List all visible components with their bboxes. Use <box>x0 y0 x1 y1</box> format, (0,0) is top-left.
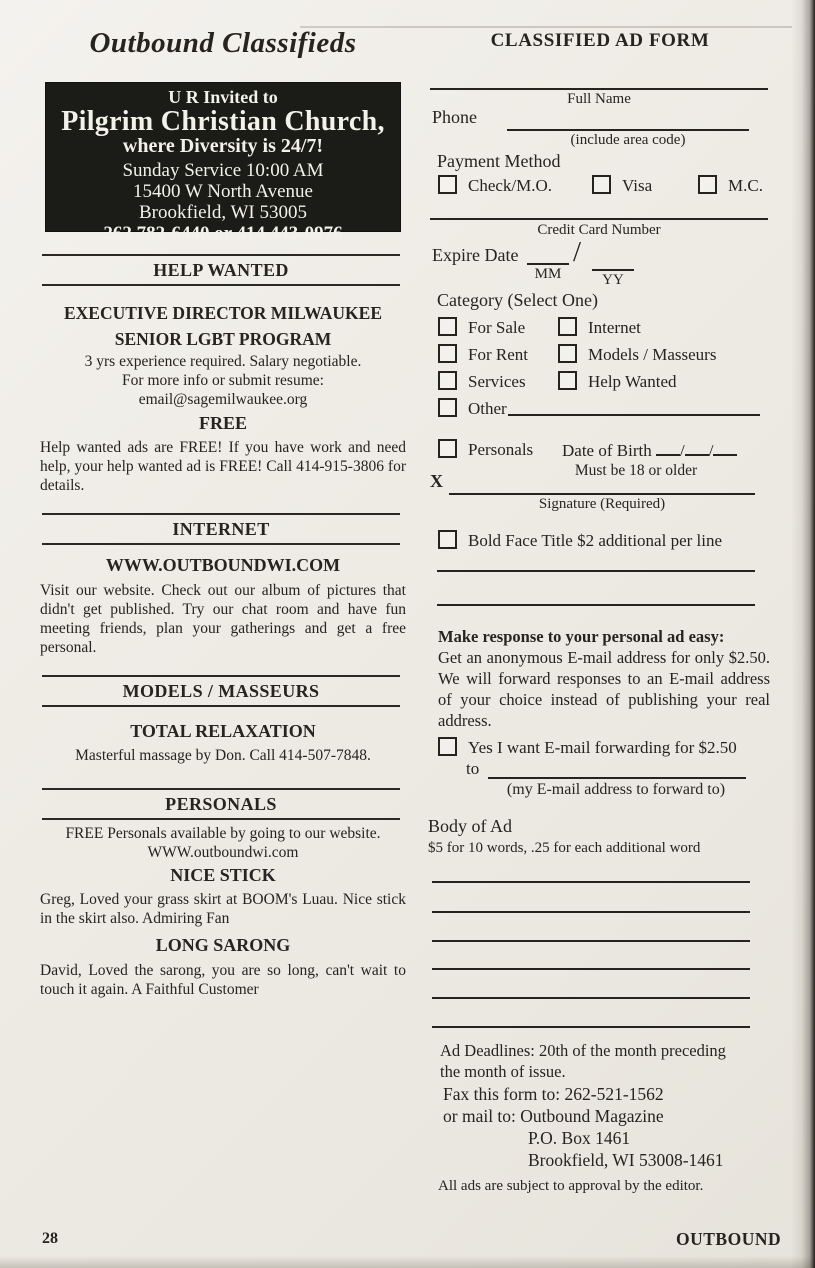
ad-body-nice-stick: Greg, Loved your grass skirt at BOOM's Luau. Nice stick in the skirt also. Admiring Fan <box>40 891 406 927</box>
visa-checkbox <box>592 175 611 194</box>
dob-year-blank <box>713 440 737 456</box>
category-services <box>438 371 526 392</box>
category-label: Category (Select One) <box>437 290 598 310</box>
mc-checkbox <box>698 175 717 194</box>
section-heading-internet: INTERNET <box>42 513 400 545</box>
approval-note: All ads are subject to approval by the editor. <box>438 1178 704 1194</box>
for-rent-checkbox <box>438 344 457 363</box>
church-ad-invite: U R Invited to <box>168 87 278 107</box>
other-label: Other <box>468 399 507 418</box>
form-title: CLASSIFIED AD FORM <box>490 30 710 51</box>
email-to-line <box>488 777 746 779</box>
services-checkbox <box>438 371 457 390</box>
personals-checkbox <box>438 439 457 458</box>
full-name-line <box>430 88 768 90</box>
credit-card-line <box>430 218 768 220</box>
church-ad-address-city: Brookfield, WI 53005 <box>139 202 307 223</box>
ad-deadlines-line2: the month of issue. <box>440 1062 566 1081</box>
ad-body-free: Help wanted ads are FREE! If you have work and need help, your help wanted ad is FREE! Call 414-915-3806 for details. <box>40 439 406 494</box>
payment-option-check-mo <box>438 175 552 196</box>
ad-body-website: Visit our website. Check out our album of pictures that didn't get published. Try our chat room and have fun meeting friends, plan your gatherings and get a free personal. <box>40 582 406 656</box>
ad-body-line-3 <box>432 940 750 942</box>
section-heading-help-wanted: HELP WANTED <box>42 254 400 286</box>
ad-body-executive-line1: 3 yrs experience required. Salary negotiable. <box>84 353 362 370</box>
email-forward-checkbox <box>438 737 457 756</box>
models-masseurs-label: Models / Masseurs <box>588 345 717 364</box>
magazine-name: OUTBOUND <box>676 1229 782 1249</box>
scan-bottom-shadow <box>0 1256 815 1268</box>
other-line <box>508 414 760 416</box>
bold-face-checkbox <box>438 530 457 549</box>
ad-body-line-1 <box>432 881 750 883</box>
visa-label: Visa <box>622 176 653 195</box>
body-of-ad-price: $5 for 10 words, .25 for each additional word <box>428 840 701 856</box>
expire-date-label: Expire Date <box>432 245 519 265</box>
email-forward-option <box>438 737 737 758</box>
ad-body-executive-email: email@sagemilwaukee.org <box>138 391 308 408</box>
ad-body-line-5 <box>432 997 750 999</box>
page-title: Outbound Classifieds <box>89 27 357 59</box>
email-forward-info <box>438 626 770 731</box>
phone-hint: (include area code) <box>570 132 686 148</box>
email-to-hint: (my E-mail address to forward to) <box>506 781 726 798</box>
church-ad <box>45 82 401 244</box>
page-number: 28 <box>42 1230 58 1247</box>
ad-title-executive-director-line2: SENIOR LGBT PROGRAM <box>114 329 332 349</box>
age-note: Must be 18 or older <box>574 462 698 479</box>
date-of-birth-row <box>562 440 737 461</box>
church-ad-name: Pilgrim Christian Church, <box>61 106 385 137</box>
category-other <box>438 398 507 419</box>
ad-title-nice-stick: NICE STICK <box>170 865 276 885</box>
ad-deadlines <box>440 1040 726 1082</box>
payment-option-visa <box>592 175 652 196</box>
ad-body-long-sarong: David, Loved the sarong, you are so long, can't wait to touch it again. A Faithful Customer <box>40 962 406 998</box>
ad-body-total-relaxation: Masterful massage by Don. Call 414-507-7848. <box>75 747 371 764</box>
internet-checkbox <box>558 317 577 336</box>
church-ad-tagline: where Diversity is 24/7! <box>122 135 324 157</box>
ad-title-long-sarong: LONG SARONG <box>155 935 291 955</box>
church-ad-service-time: Sunday Service 10:00 AM <box>122 160 324 181</box>
signature-label: Signature (Required) <box>538 496 666 512</box>
check-mo-checkbox <box>438 175 457 194</box>
ad-title-total-relaxation: TOTAL RELAXATION <box>130 721 316 741</box>
personals-label: Personals <box>468 440 534 459</box>
email-forward-label: Yes I want E-mail forwarding for $2.50 <box>468 738 737 757</box>
dob-slash-2: / <box>708 441 714 460</box>
ad-deadlines-line1: Ad Deadlines: 20th of the month preceding <box>440 1041 726 1060</box>
scan-page-edge <box>791 0 815 1268</box>
help-wanted-label: Help Wanted <box>588 372 677 391</box>
date-of-birth-label: Date of Birth <box>562 441 652 460</box>
ad-body-line-4 <box>432 968 750 970</box>
bold-face-option <box>438 530 722 551</box>
ad-title-website: WWW.OUTBOUNDWI.COM <box>105 555 341 575</box>
category-for-rent <box>438 344 528 365</box>
ad-body-executive-line2: For more info or submit resume: <box>122 372 324 389</box>
signature-line <box>449 493 755 495</box>
check-mo-label: Check/M.O. <box>468 176 553 195</box>
church-ad-address-street: 15400 W North Avenue <box>133 181 313 202</box>
section-heading-models-masseurs: MODELS / MASSEURS <box>42 675 400 707</box>
phone-label: Phone <box>432 107 477 127</box>
ad-title-executive-director-line1: EXECUTIVE DIRECTOR MILWAUKEE <box>64 303 382 323</box>
ad-body-line-6 <box>432 1026 750 1028</box>
expire-mm-line <box>527 263 569 265</box>
mail-line-3: Brookfield, WI 53008-1461 <box>528 1150 724 1170</box>
expire-yy-line <box>592 269 634 271</box>
for-sale-label: For Sale <box>468 318 526 337</box>
personals-option <box>438 439 533 460</box>
email-forward-intro-bold: Make response to your personal ad easy: <box>438 627 725 646</box>
models-masseurs-checkbox <box>558 344 577 363</box>
full-name-label: Full Name <box>567 91 631 107</box>
ad-title-free: FREE <box>198 413 247 433</box>
fax-line: Fax this form to: 262-521-1562 <box>443 1084 664 1104</box>
bold-title-line-1 <box>437 570 755 572</box>
personals-intro-line2: WWW.outboundwi.com <box>147 844 299 861</box>
body-of-ad-label: Body of Ad <box>428 816 513 836</box>
internet-label: Internet <box>588 318 641 337</box>
dob-slash-1: / <box>679 441 685 460</box>
bold-title-line-2 <box>437 604 755 606</box>
credit-card-label: Credit Card Number <box>537 222 661 238</box>
ad-body-line-2 <box>432 911 750 913</box>
for-sale-checkbox <box>438 317 457 336</box>
mc-label: M.C. <box>728 176 763 195</box>
for-rent-label: For Rent <box>468 345 528 364</box>
expire-slash: / <box>573 236 582 268</box>
phone-line <box>507 129 749 131</box>
bold-face-label: Bold Face Title $2 additional per line <box>468 531 723 550</box>
dob-day-blank <box>685 440 709 456</box>
payment-method-label: Payment Method <box>437 151 561 171</box>
expire-yy-label: YY <box>602 272 624 288</box>
other-checkbox <box>438 398 457 417</box>
help-wanted-checkbox <box>558 371 577 390</box>
email-forward-intro-text: Get an anonymous E-mail address for only $2.50. We will forward responses to an E-mail address of your choice instead of publishing your real address. <box>438 648 770 730</box>
category-internet <box>558 317 641 338</box>
category-help-wanted <box>558 371 677 392</box>
dob-month-blank <box>656 440 680 456</box>
email-to-label: to <box>466 759 480 778</box>
expire-mm-label: MM <box>534 266 562 282</box>
mail-line-2: P.O. Box 1461 <box>528 1128 631 1148</box>
signature-x: X <box>430 471 443 491</box>
personals-intro-line1: FREE Personals available by going to our website. <box>65 825 381 842</box>
payment-option-mc <box>698 175 763 196</box>
services-label: Services <box>468 372 526 391</box>
section-heading-personals: PERSONALS <box>42 788 400 820</box>
mail-line-1: or mail to: Outbound Magazine <box>443 1106 664 1126</box>
category-for-sale <box>438 317 525 338</box>
church-ad-phones: 262 782-6440 or 414 443-0976 <box>103 223 343 244</box>
category-models-masseurs <box>558 344 716 365</box>
